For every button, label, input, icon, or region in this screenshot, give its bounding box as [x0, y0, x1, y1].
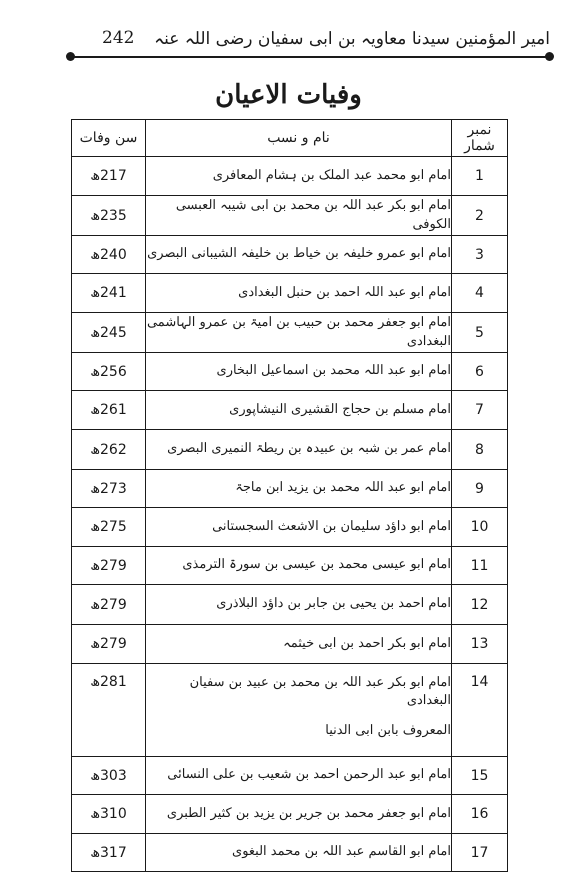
row-number: 11 — [452, 547, 508, 585]
row-name-cell — [146, 391, 452, 430]
row-number: 16 — [452, 795, 508, 834]
row-name: امام ابو عبد الرحمن احمد بن شعیب بن علی النسائی — [167, 767, 451, 783]
row-number: 13 — [452, 625, 508, 664]
row-name-cell — [146, 757, 452, 795]
row-death-year: 275ھ — [72, 508, 146, 547]
table-row — [72, 274, 508, 313]
row-death-year: 217ھ — [72, 157, 146, 196]
row-death-year: 303ھ — [72, 757, 146, 795]
row-number: 6 — [452, 353, 508, 391]
row-name-cell — [146, 353, 452, 391]
row-name: امام مسلم بن حجاج القشیری النیشاپوری — [229, 401, 451, 417]
table-row — [72, 757, 508, 795]
row-name-cell — [146, 664, 452, 757]
row-name-cell — [146, 157, 452, 196]
table-row — [72, 625, 508, 664]
table-row — [72, 353, 508, 391]
table-row — [72, 430, 508, 470]
row-name: امام ابو عبد اللہ محمد بن اسماعیل البخاری — [216, 363, 451, 379]
page-header — [70, 22, 550, 62]
row-number: 5 — [452, 313, 508, 353]
row-number: 4 — [452, 274, 508, 313]
table-row — [72, 585, 508, 625]
header-rule — [70, 56, 550, 58]
row-name-cell — [146, 470, 452, 508]
row-name: امام ابو بکر عبد اللہ بن محمد بن ابی شیبہ العبسی الکوفی — [175, 198, 451, 232]
row-name: امام احمد بن یحیی بن جابر بن داؤد البلاذری — [216, 596, 451, 612]
row-name: امام ابو بکر احمد بن ابی خیثمہ — [283, 635, 451, 651]
row-name: امام ابو داؤد سلیمان بن الاشعث السجستانی — [212, 518, 451, 534]
obituaries-table — [71, 119, 508, 872]
row-name-cell — [146, 274, 452, 313]
table-row — [72, 795, 508, 834]
row-death-year: 245ھ — [72, 313, 146, 353]
row-number: 9 — [452, 470, 508, 508]
row-name-cell — [146, 236, 452, 274]
running-title: امیر المؤمنین سیدنا معاویہ بن ابی سفیان رضی اللہ عنہ — [154, 29, 550, 49]
row-death-year: 310ھ — [72, 795, 146, 834]
row-name: امام ابو جعفر محمد بن جریر بن یزید بن کثیر الطبری — [166, 805, 451, 821]
row-number: 14 — [452, 664, 508, 757]
row-number: 1 — [452, 157, 508, 196]
row-name-cell — [146, 625, 452, 664]
table-row — [72, 470, 508, 508]
row-name: امام ابو عمرو خلیفہ بن خیاط بن خلیفہ الشیبانی البصری — [147, 246, 451, 262]
table-row — [72, 547, 508, 585]
row-number: 8 — [452, 430, 508, 470]
table-row — [72, 391, 508, 430]
row-name: امام ابو عبد اللہ محمد بن یزید ابن ماجۃ — [235, 480, 451, 496]
table-row — [72, 236, 508, 274]
row-name: امام ابو عبد اللہ احمد بن حنبل البغدادی — [238, 284, 451, 300]
section-title: وفیات الاعیان — [215, 80, 362, 110]
row-name-cell — [146, 585, 452, 625]
column-header-number: نمبر شمار — [452, 120, 508, 157]
page-number: 242 — [102, 28, 135, 48]
row-death-year: 273ھ — [72, 470, 146, 508]
row-death-year: 279ھ — [72, 625, 146, 664]
table-row — [72, 313, 508, 353]
row-death-year: 281ھ — [72, 664, 146, 757]
table-row — [72, 508, 508, 547]
row-number: 10 — [452, 508, 508, 547]
row-number: 12 — [452, 585, 508, 625]
table-row — [72, 834, 508, 872]
table-header-row — [72, 120, 508, 157]
table-row — [72, 196, 508, 236]
row-death-year: 261ھ — [72, 391, 146, 430]
row-number: 2 — [452, 196, 508, 236]
row-death-year: 279ھ — [72, 585, 146, 625]
column-header-name: نام و نسب — [146, 120, 452, 157]
table-row — [72, 157, 508, 196]
row-name-cell — [146, 508, 452, 547]
row-number: 7 — [452, 391, 508, 430]
row-death-year: 240ھ — [72, 236, 146, 274]
row-number: 17 — [452, 834, 508, 872]
row-death-year: 256ھ — [72, 353, 146, 391]
row-name-cell — [146, 196, 452, 236]
table-row — [72, 664, 508, 757]
header-rule-left-dot — [66, 52, 75, 61]
row-death-year: 317ھ — [72, 834, 146, 872]
row-name-cell — [146, 795, 452, 834]
row-name-cell — [146, 834, 452, 872]
table-body — [72, 157, 508, 872]
row-number: 3 — [452, 236, 508, 274]
row-number: 15 — [452, 757, 508, 795]
row-death-year: 241ھ — [72, 274, 146, 313]
row-name: امام ابو القاسم عبد اللہ بن محمد البغوی — [232, 844, 451, 860]
column-header-death-year: سن وفات — [72, 120, 146, 157]
row-name-cell — [146, 313, 452, 353]
row-name-cell — [146, 430, 452, 470]
row-death-year: 235ھ — [72, 196, 146, 236]
row-death-year: 262ھ — [72, 430, 146, 470]
header-rule-right-dot — [545, 52, 554, 61]
row-name: امام عمر بن شبہ بن عبیدہ بن ریطۃ النمیری البصری — [167, 441, 451, 457]
row-name: امام ابو محمد عبد الملک بن ہشام المعافری — [212, 167, 451, 183]
row-name-cell — [146, 547, 452, 585]
row-name: امام ابو عیسی محمد بن عیسی بن سورۃ الترمذی — [182, 557, 451, 573]
row-name: امام ابو جعفر محمد بن حبیب بن امیۃ بن عمرو الہاشمی البغدادی — [146, 315, 451, 349]
row-name-continuation: المعروف بابن ابی الدنیا — [325, 723, 451, 739]
row-name: امام ابو بکر عبد اللہ بن محمد بن عبید بن سفیان البغدادی — [189, 675, 451, 709]
row-death-year: 279ھ — [72, 547, 146, 585]
